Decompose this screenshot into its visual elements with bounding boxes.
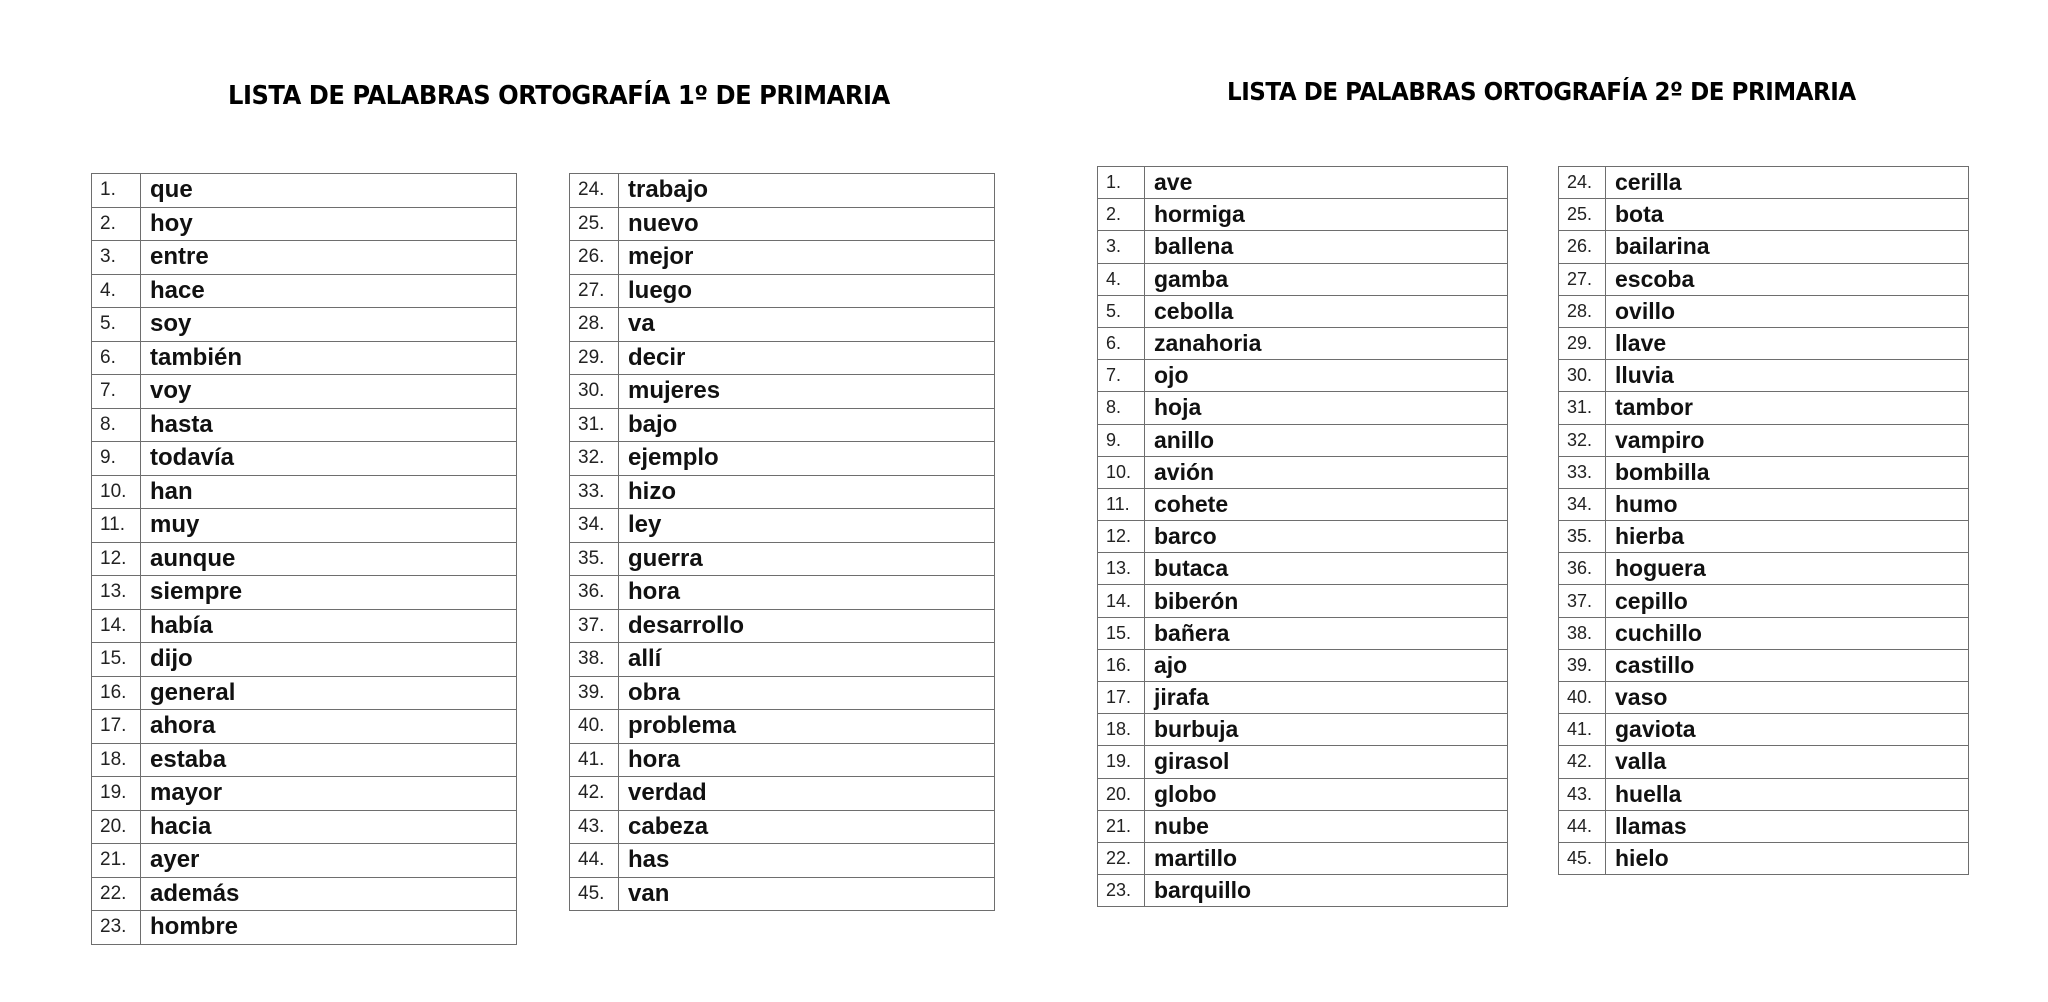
table-row — [1098, 360, 1508, 392]
row-number: 43. — [1559, 778, 1606, 810]
spelling-word: llamas — [1606, 810, 1969, 842]
table-row — [92, 408, 517, 442]
row-number: 9. — [1098, 424, 1145, 456]
row-number: 25. — [570, 207, 619, 241]
table-row — [1098, 167, 1508, 199]
spelling-word: globo — [1145, 778, 1508, 810]
spelling-word: has — [619, 844, 995, 878]
spelling-word: guerra — [619, 542, 995, 576]
table-row — [570, 341, 995, 375]
table-row — [1098, 617, 1508, 649]
spelling-word: problema — [619, 710, 995, 744]
spelling-word: obra — [619, 676, 995, 710]
table-row — [1559, 778, 1969, 810]
row-number: 26. — [570, 241, 619, 275]
spelling-word: barquillo — [1145, 875, 1508, 907]
row-number: 5. — [92, 308, 141, 342]
spelling-word: gamba — [1145, 263, 1508, 295]
table-row — [92, 743, 517, 777]
page-title-grade-1: LISTA DE PALABRAS ORTOGRAFÍA 1º DE PRIMARIA — [228, 81, 890, 111]
row-number: 31. — [570, 408, 619, 442]
table-row — [570, 542, 995, 576]
row-number: 3. — [92, 241, 141, 275]
row-number: 28. — [1559, 295, 1606, 327]
spelling-word: nube — [1145, 810, 1508, 842]
word-table-grade-1-col-2 — [569, 173, 995, 911]
row-number: 14. — [1098, 585, 1145, 617]
row-number: 18. — [92, 743, 141, 777]
row-number: 22. — [92, 877, 141, 911]
table-row — [1559, 167, 1969, 199]
row-number: 16. — [92, 676, 141, 710]
row-number: 29. — [1559, 327, 1606, 359]
row-number: 1. — [1098, 167, 1145, 199]
table-row — [1098, 875, 1508, 907]
spelling-word: hace — [141, 274, 517, 308]
table-row — [92, 710, 517, 744]
spelling-word: cuchillo — [1606, 617, 1969, 649]
spelling-word: gaviota — [1606, 714, 1969, 746]
table-row — [92, 241, 517, 275]
row-number: 16. — [1098, 649, 1145, 681]
table-row — [92, 308, 517, 342]
row-number: 14. — [92, 609, 141, 643]
spelling-word: dijo — [141, 643, 517, 677]
row-number: 10. — [1098, 456, 1145, 488]
table-row — [570, 710, 995, 744]
spelling-word: hoguera — [1606, 553, 1969, 585]
table-row — [92, 475, 517, 509]
table-row — [1559, 521, 1969, 553]
row-number: 45. — [570, 877, 619, 911]
row-number: 36. — [570, 576, 619, 610]
spelling-word: cepillo — [1606, 585, 1969, 617]
spelling-word: va — [619, 308, 995, 342]
row-number: 24. — [1559, 167, 1606, 199]
row-number: 18. — [1098, 714, 1145, 746]
row-number: 24. — [570, 174, 619, 208]
spelling-word: aunque — [141, 542, 517, 576]
row-number: 2. — [92, 207, 141, 241]
spelling-word: zanahoria — [1145, 327, 1508, 359]
spelling-word: martillo — [1145, 842, 1508, 874]
table-row — [1098, 553, 1508, 585]
table-row — [92, 911, 517, 945]
table-row — [92, 844, 517, 878]
spelling-word: lluvia — [1606, 360, 1969, 392]
table-row — [1559, 585, 1969, 617]
row-number: 11. — [1098, 488, 1145, 520]
word-table-grade-2-col-2 — [1558, 166, 1969, 875]
spelling-word: van — [619, 877, 995, 911]
table-row — [570, 576, 995, 610]
row-number: 39. — [1559, 649, 1606, 681]
row-number: 12. — [92, 542, 141, 576]
word-table-grade-2-col-1 — [1097, 166, 1508, 907]
spelling-word: vaso — [1606, 682, 1969, 714]
row-number: 15. — [1098, 617, 1145, 649]
table-row — [92, 442, 517, 476]
spelling-word: hacia — [141, 810, 517, 844]
table-row — [570, 442, 995, 476]
table-row — [92, 609, 517, 643]
row-number: 37. — [570, 609, 619, 643]
row-number: 44. — [1559, 810, 1606, 842]
spelling-word: hielo — [1606, 842, 1969, 874]
row-number: 17. — [1098, 682, 1145, 714]
spelling-word: siempre — [141, 576, 517, 610]
table-row — [92, 375, 517, 409]
table-row — [570, 274, 995, 308]
spelling-word: hora — [619, 576, 995, 610]
table-row — [1098, 778, 1508, 810]
row-number: 4. — [1098, 263, 1145, 295]
spelling-word: voy — [141, 375, 517, 409]
table-row — [1559, 263, 1969, 295]
table-row — [1098, 327, 1508, 359]
row-number: 8. — [92, 408, 141, 442]
spelling-word: bailarina — [1606, 231, 1969, 263]
spelling-word: estaba — [141, 743, 517, 777]
spelling-word: ajo — [1145, 649, 1508, 681]
spelling-word: hizo — [619, 475, 995, 509]
row-number: 36. — [1559, 553, 1606, 585]
spelling-word: cerilla — [1606, 167, 1969, 199]
spelling-word: tambor — [1606, 392, 1969, 424]
spelling-word: verdad — [619, 777, 995, 811]
spelling-word: valla — [1606, 746, 1969, 778]
spelling-word: hoy — [141, 207, 517, 241]
table-row — [1559, 424, 1969, 456]
spelling-word: nuevo — [619, 207, 995, 241]
spelling-word: humo — [1606, 488, 1969, 520]
spelling-word: había — [141, 609, 517, 643]
spelling-word: barco — [1145, 521, 1508, 553]
spelling-word: hasta — [141, 408, 517, 442]
spelling-word: mejor — [619, 241, 995, 275]
row-number: 4. — [92, 274, 141, 308]
spelling-word: bañera — [1145, 617, 1508, 649]
table-row — [570, 207, 995, 241]
table-row — [1098, 714, 1508, 746]
table-row — [92, 777, 517, 811]
row-number: 12. — [1098, 521, 1145, 553]
spelling-word: general — [141, 676, 517, 710]
table-row — [1559, 231, 1969, 263]
row-number: 23. — [92, 911, 141, 945]
table-row — [1559, 649, 1969, 681]
row-number: 37. — [1559, 585, 1606, 617]
row-number: 41. — [570, 743, 619, 777]
spelling-word: anillo — [1145, 424, 1508, 456]
row-number: 3. — [1098, 231, 1145, 263]
table-row — [1559, 488, 1969, 520]
table-row — [1098, 392, 1508, 424]
table-row — [570, 810, 995, 844]
table-row — [1098, 456, 1508, 488]
row-number: 30. — [1559, 360, 1606, 392]
spelling-word: ley — [619, 509, 995, 543]
table-row — [1559, 392, 1969, 424]
table-row — [92, 810, 517, 844]
table-row — [570, 609, 995, 643]
spelling-word: ayer — [141, 844, 517, 878]
spelling-word: entre — [141, 241, 517, 275]
spelling-word: además — [141, 877, 517, 911]
row-number: 39. — [570, 676, 619, 710]
table-row — [1559, 327, 1969, 359]
spelling-word: ave — [1145, 167, 1508, 199]
row-number: 20. — [92, 810, 141, 844]
table-row — [92, 509, 517, 543]
table-row — [92, 643, 517, 677]
word-table-grade-1-col-1 — [91, 173, 517, 945]
row-number: 23. — [1098, 875, 1145, 907]
spelling-word: hierba — [1606, 521, 1969, 553]
table-row — [1559, 199, 1969, 231]
table-row — [1098, 488, 1508, 520]
table-row — [570, 743, 995, 777]
row-number: 7. — [1098, 360, 1145, 392]
spelling-word: mujeres — [619, 375, 995, 409]
table-row — [570, 844, 995, 878]
row-number: 5. — [1098, 295, 1145, 327]
row-number: 34. — [570, 509, 619, 543]
spelling-word: que — [141, 174, 517, 208]
row-number: 29. — [570, 341, 619, 375]
spelling-word: castillo — [1606, 649, 1969, 681]
table-row — [92, 174, 517, 208]
table-row — [1559, 682, 1969, 714]
spelling-word: decir — [619, 341, 995, 375]
table-row — [570, 509, 995, 543]
table-row — [570, 643, 995, 677]
table-row — [1098, 521, 1508, 553]
row-number: 42. — [1559, 746, 1606, 778]
table-row — [1559, 295, 1969, 327]
spelling-word: han — [141, 475, 517, 509]
table-row — [1559, 456, 1969, 488]
spelling-word: hoja — [1145, 392, 1508, 424]
spelling-word: cebolla — [1145, 295, 1508, 327]
spelling-word: escoba — [1606, 263, 1969, 295]
row-number: 15. — [92, 643, 141, 677]
spelling-word: ojo — [1145, 360, 1508, 392]
spelling-word: vampiro — [1606, 424, 1969, 456]
row-number: 34. — [1559, 488, 1606, 520]
row-number: 40. — [570, 710, 619, 744]
table-row — [1098, 199, 1508, 231]
table-row — [570, 408, 995, 442]
row-number: 19. — [1098, 746, 1145, 778]
spelling-word: trabajo — [619, 174, 995, 208]
row-number: 21. — [1098, 810, 1145, 842]
spelling-word: hormiga — [1145, 199, 1508, 231]
table-row — [570, 308, 995, 342]
spelling-word: ovillo — [1606, 295, 1969, 327]
row-number: 40. — [1559, 682, 1606, 714]
table-row — [92, 542, 517, 576]
table-row — [1098, 231, 1508, 263]
row-number: 7. — [92, 375, 141, 409]
table-row — [1559, 746, 1969, 778]
spelling-word: bota — [1606, 199, 1969, 231]
table-row — [1098, 842, 1508, 874]
row-number: 6. — [92, 341, 141, 375]
spelling-word: desarrollo — [619, 609, 995, 643]
row-number: 38. — [1559, 617, 1606, 649]
row-number: 19. — [92, 777, 141, 811]
row-number: 30. — [570, 375, 619, 409]
spelling-word: cohete — [1145, 488, 1508, 520]
row-number: 27. — [1559, 263, 1606, 295]
row-number: 8. — [1098, 392, 1145, 424]
spelling-word: butaca — [1145, 553, 1508, 585]
row-number: 28. — [570, 308, 619, 342]
spelling-word: burbuja — [1145, 714, 1508, 746]
row-number: 38. — [570, 643, 619, 677]
table-row — [570, 777, 995, 811]
row-number: 26. — [1559, 231, 1606, 263]
table-row — [92, 877, 517, 911]
table-row — [92, 341, 517, 375]
spelling-word: bombilla — [1606, 456, 1969, 488]
row-number: 6. — [1098, 327, 1145, 359]
spelling-word: hora — [619, 743, 995, 777]
table-row — [1098, 682, 1508, 714]
table-row — [1098, 746, 1508, 778]
table-row — [1098, 263, 1508, 295]
row-number: 35. — [570, 542, 619, 576]
row-number: 17. — [92, 710, 141, 744]
spelling-word: avión — [1145, 456, 1508, 488]
table-row — [570, 375, 995, 409]
row-number: 35. — [1559, 521, 1606, 553]
table-row — [92, 274, 517, 308]
row-number: 20. — [1098, 778, 1145, 810]
table-row — [92, 207, 517, 241]
table-row — [570, 241, 995, 275]
table-row — [1098, 649, 1508, 681]
row-number: 42. — [570, 777, 619, 811]
table-row — [1559, 714, 1969, 746]
table-row — [570, 475, 995, 509]
row-number: 44. — [570, 844, 619, 878]
spelling-word: girasol — [1145, 746, 1508, 778]
spelling-word: bajo — [619, 408, 995, 442]
row-number: 33. — [1559, 456, 1606, 488]
table-row — [1098, 810, 1508, 842]
spelling-word: biberón — [1145, 585, 1508, 617]
row-number: 32. — [1559, 424, 1606, 456]
table-row — [1559, 810, 1969, 842]
spelling-word: mayor — [141, 777, 517, 811]
row-number: 27. — [570, 274, 619, 308]
table-row — [1559, 842, 1969, 874]
table-row — [1559, 617, 1969, 649]
spelling-word: huella — [1606, 778, 1969, 810]
table-row — [570, 877, 995, 911]
table-row — [1559, 553, 1969, 585]
spelling-word: todavía — [141, 442, 517, 476]
row-number: 13. — [1098, 553, 1145, 585]
spelling-word: muy — [141, 509, 517, 543]
table-row — [1559, 360, 1969, 392]
spelling-word: allí — [619, 643, 995, 677]
page-title-grade-2: LISTA DE PALABRAS ORTOGRAFÍA 2º DE PRIMARIA — [1227, 77, 1856, 106]
table-row — [570, 676, 995, 710]
table-row — [1098, 424, 1508, 456]
spelling-word: también — [141, 341, 517, 375]
spelling-word: soy — [141, 308, 517, 342]
spelling-word: jirafa — [1145, 682, 1508, 714]
spelling-word: ballena — [1145, 231, 1508, 263]
spelling-word: luego — [619, 274, 995, 308]
row-number: 22. — [1098, 842, 1145, 874]
spelling-word: llave — [1606, 327, 1969, 359]
row-number: 41. — [1559, 714, 1606, 746]
spelling-word: cabeza — [619, 810, 995, 844]
table-row — [570, 174, 995, 208]
row-number: 21. — [92, 844, 141, 878]
table-row — [92, 676, 517, 710]
row-number: 1. — [92, 174, 141, 208]
row-number: 45. — [1559, 842, 1606, 874]
spelling-word: hombre — [141, 911, 517, 945]
row-number: 13. — [92, 576, 141, 610]
row-number: 43. — [570, 810, 619, 844]
row-number: 25. — [1559, 199, 1606, 231]
spelling-word: ahora — [141, 710, 517, 744]
row-number: 2. — [1098, 199, 1145, 231]
table-row — [1098, 295, 1508, 327]
table-row — [1098, 585, 1508, 617]
row-number: 32. — [570, 442, 619, 476]
row-number: 31. — [1559, 392, 1606, 424]
row-number: 11. — [92, 509, 141, 543]
row-number: 33. — [570, 475, 619, 509]
row-number: 9. — [92, 442, 141, 476]
row-number: 10. — [92, 475, 141, 509]
spelling-word: ejemplo — [619, 442, 995, 476]
table-row — [92, 576, 517, 610]
